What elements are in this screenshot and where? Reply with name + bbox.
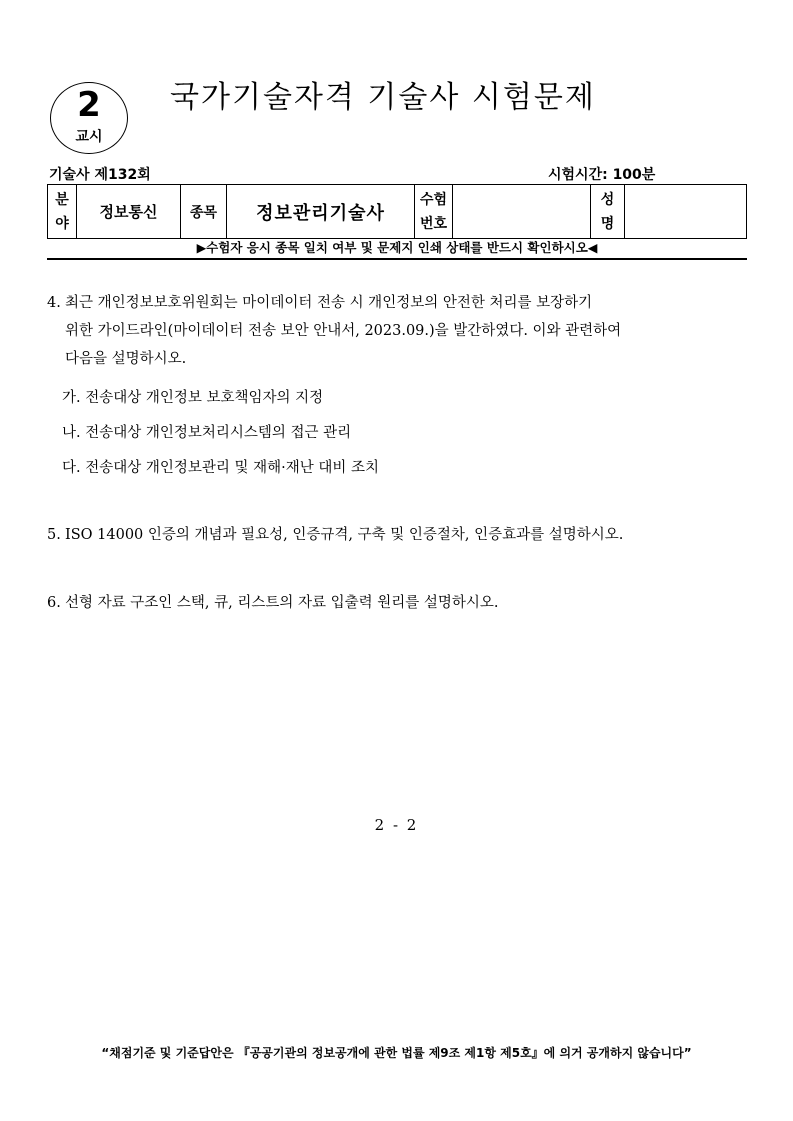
exam-no-label-line1: 수험: [419, 191, 448, 208]
exam-no-label-cell: [415, 185, 453, 239]
name-label-cell: [591, 185, 625, 239]
session-number: 2: [77, 85, 101, 125]
exam-info-table: [47, 184, 747, 239]
field-label-line2: 야: [55, 215, 69, 232]
name-field[interactable]: [625, 185, 747, 239]
session-label: 교시: [75, 129, 103, 145]
question-text-line: 최근 개인정보보호위원회는 마이데이터 전송 시 개인정보의 안전한 처리를 보장하기: [65, 295, 593, 311]
question-text: [47, 289, 747, 373]
question-number: 6.: [47, 595, 61, 611]
field-value: 정보통신: [77, 185, 181, 239]
sub-item: 다. 전송대상 개인정보관리 및 재해·재난 대비 조치: [62, 460, 380, 476]
field-label-line1: 분: [55, 191, 69, 208]
exam-round: 기술사 제132회: [49, 167, 151, 183]
name-label-line2: 명: [600, 215, 615, 232]
session-badge: [50, 82, 128, 154]
exam-no-field[interactable]: [453, 185, 591, 239]
exam-title: 국가기술자격 기술사 시험문제: [170, 80, 596, 115]
notice-banner: ▶수험자 응시 종목 일치 여부 및 문제지 인쇄 상태를 반드시 확인하시오◀: [196, 240, 598, 255]
question-number: 4.: [47, 295, 61, 311]
subject-label: 종목: [181, 185, 227, 239]
exam-time: 시험시간: 100분: [548, 167, 656, 183]
question-5: [47, 521, 747, 549]
question-4: [47, 289, 747, 373]
exam-no-label-line2: 번호: [419, 215, 448, 232]
page-number: 2 - 2: [374, 816, 419, 834]
field-label-cell: [48, 185, 77, 239]
question-text: ISO 14000 인증의 개념과 필요성, 인증규격, 구축 및 인증절차, 인증효과를 설명하시오.: [65, 527, 624, 543]
question-number: 5.: [47, 527, 61, 543]
sub-item: 가. 전송대상 개인정보 보호책임자의 지정: [62, 390, 324, 406]
header-divider: [47, 258, 747, 260]
question-6: [47, 589, 747, 617]
question-text: 선형 자료 구조인 스택, 큐, 리스트의 자료 입출력 원리를 설명하시오.: [65, 595, 499, 611]
question-text-line: 다음을 설명하시오.: [65, 351, 187, 367]
sub-item: 나. 전송대상 개인정보처리시스템의 접근 관리: [62, 425, 352, 441]
footer-disclaimer: “채점기준 및 기준답안은 『공공기관의 정보공개에 관한 법률 제9조 제1항 제5호』에 의거 공개하지 않습니다”: [101, 1046, 692, 1060]
name-label-line1: 성: [600, 191, 615, 208]
subject-value: 정보관리기술사: [227, 185, 415, 239]
question-text-line: 위한 가이드라인(마이데이터 전송 보안 안내서, 2023.09.)을 발간하였다. 이와 관련하여: [65, 323, 622, 339]
question-4-sub-items: [62, 384, 379, 489]
